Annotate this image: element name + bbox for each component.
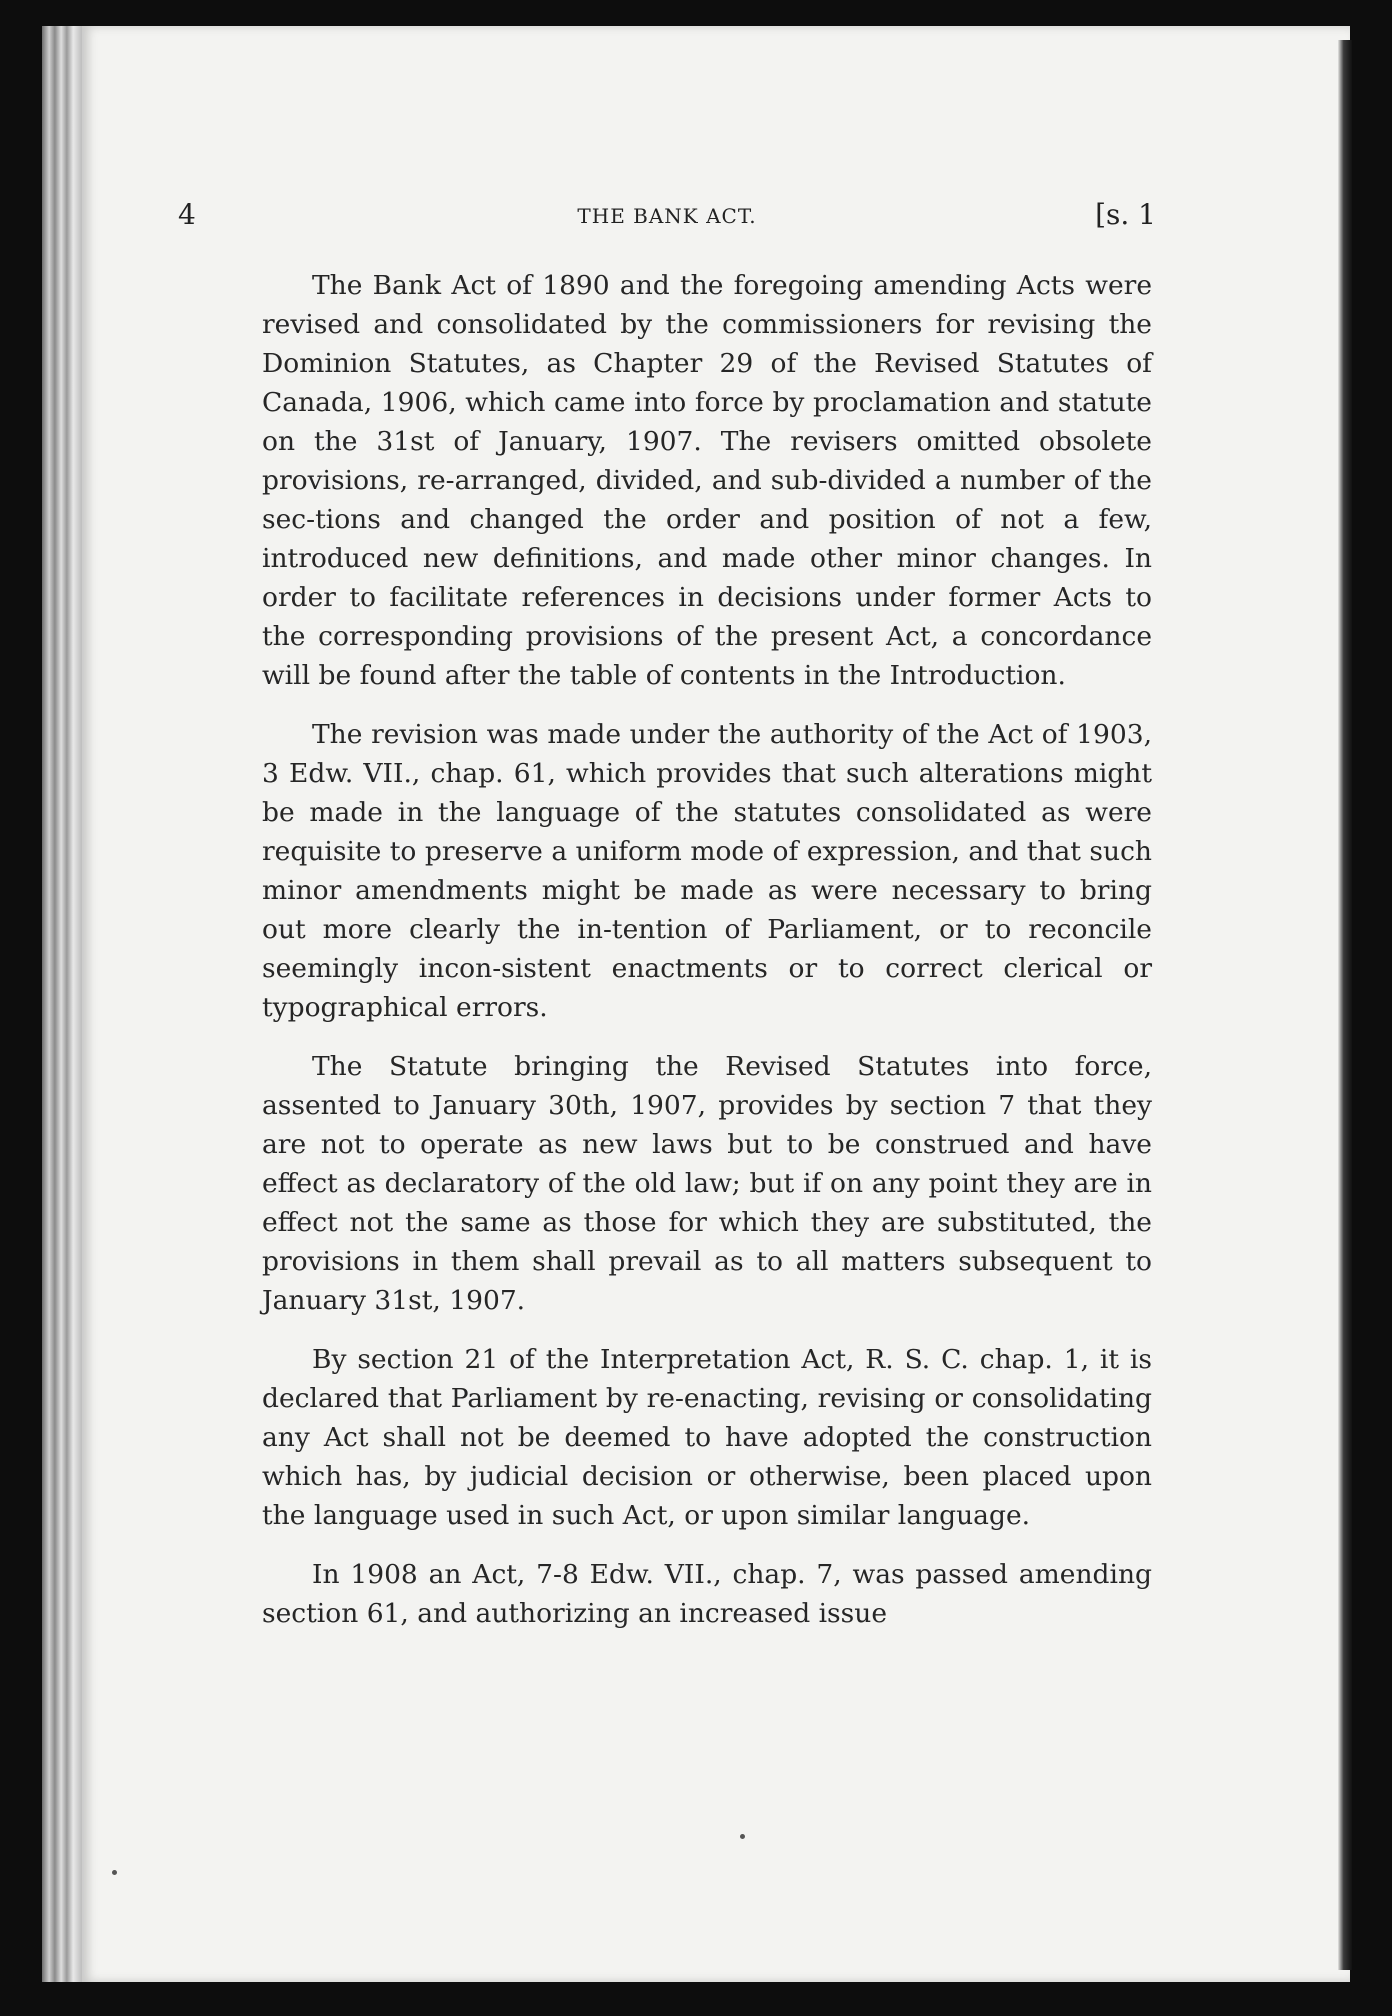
scan-speck xyxy=(112,1870,117,1875)
paragraph: The revision was made under the authority of the Act of 1903, 3 Edw. VII., chap. 61, which provides that such alterations might be made in the language of the statutes consolidated as were requisite to preserve a uniform mode of expression, and that such minor amendments might be made as were necessary to bring out more clearly the in-tention of Parliament, or to reconcile seemingly incon-sistent enactments or to correct clerical or typographical errors. xyxy=(262,719,1152,1023)
body-text xyxy=(262,266,1152,1653)
paragraph: In 1908 an Act, 7-8 Edw. VII., chap. 7, was passed amending section 61, and authorizing an increased issue xyxy=(262,1559,1152,1629)
scan-speck xyxy=(740,1834,745,1839)
book-spine xyxy=(42,26,82,1982)
page-number: 4 xyxy=(178,198,196,231)
running-title: THE BANK ACT. xyxy=(577,204,757,228)
facing-page-edge xyxy=(1338,40,1352,1970)
paragraph: The Bank Act of 1890 and the foregoing amending Acts were revised and consolidated by the commissioners for revising the Dominion Statutes, as Chapter 29 of the Revised Statutes of Canada, 1906, which came into force by proclamation and statute on the 31st of January, 1907. The revisers omitted obsolete provisions, re-arranged, divided, and sub-divided a number of the sec-tions and changed the order and position of not a few, introduced new definitions, and made other minor changes. In order to facilitate references in decisions under former Acts to the corresponding provisions of the present Act, a concordance will be found after the table of contents in the Introduction. xyxy=(262,270,1152,691)
section-reference: [s. 1 xyxy=(1095,198,1156,231)
page-header xyxy=(178,198,1156,238)
paragraph: By section 21 of the Interpretation Act, R. S. C. chap. 1, it is declared that Parliament by re-enacting, revising or consolidating any Act shall not be deemed to have adopted the construction which has, by judicial decision or otherwise, been placed upon the language used in such Act, or upon similar language. xyxy=(262,1344,1152,1531)
paragraph: The Statute bringing the Revised Statutes into force, assented to January 30th, 1907, provides by section 7 that they are not to operate as new laws but to be construed and have effect as declaratory of the old law; but if on any point they are in effect not the same as those for which they are substituted, the provisions in them shall prevail as to all matters subsequent to January 31st, 1907. xyxy=(262,1051,1152,1316)
